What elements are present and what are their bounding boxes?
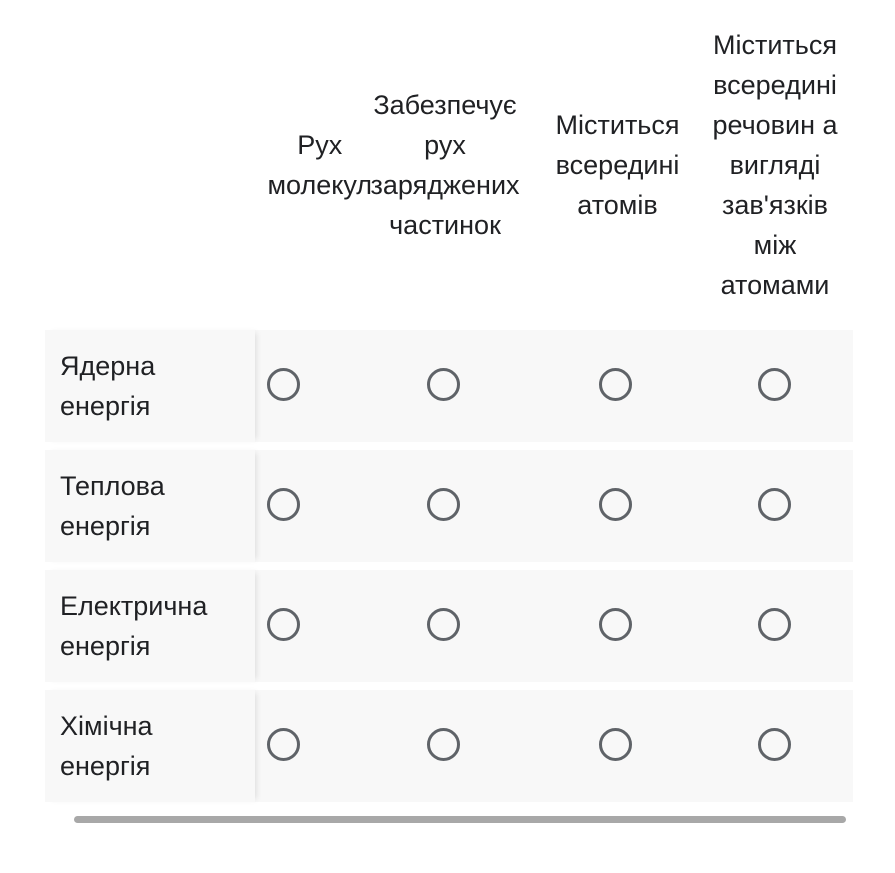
row-label: Хімічна енергія	[45, 690, 255, 802]
grid-row-3	[45, 570, 853, 682]
grid-row-1	[45, 330, 853, 442]
row-label: Електрична енергія	[45, 570, 255, 682]
radio-unchecked-icon[interactable]	[267, 368, 300, 401]
grid-row-4	[45, 690, 853, 802]
column-header-label: Міститься всередині речовин а вигляді зав'язків між атомами	[712, 30, 838, 300]
column-header-label: Рух молекул	[267, 130, 372, 200]
radio-unchecked-icon[interactable]	[599, 488, 632, 521]
column-header-label: Міститься всередині атомів	[555, 110, 680, 220]
radio-unchecked-icon[interactable]	[758, 488, 791, 521]
radio-unchecked-icon[interactable]	[758, 368, 791, 401]
column-header-label: Забезпечує рух заряджених частинок	[370, 90, 520, 240]
row-label: Ядерна енергія	[45, 330, 255, 442]
radio-unchecked-icon[interactable]	[427, 728, 460, 761]
radio-unchecked-icon[interactable]	[599, 608, 632, 641]
radio-unchecked-icon[interactable]	[267, 608, 300, 641]
column-header-1	[240, 0, 372, 330]
radio-unchecked-icon[interactable]	[758, 728, 791, 761]
radio-unchecked-icon[interactable]	[599, 368, 632, 401]
radio-unchecked-icon[interactable]	[267, 488, 300, 521]
column-header-3	[540, 0, 695, 330]
grid-row-2	[45, 450, 853, 562]
radio-unchecked-icon[interactable]	[599, 728, 632, 761]
column-header-2	[355, 0, 535, 330]
radio-unchecked-icon[interactable]	[267, 728, 300, 761]
row-label: Теплова енергія	[45, 450, 255, 562]
radio-unchecked-icon[interactable]	[427, 488, 460, 521]
horizontal-scrollbar[interactable]	[74, 816, 846, 823]
column-header-4	[695, 0, 855, 330]
radio-unchecked-icon[interactable]	[427, 368, 460, 401]
radio-unchecked-icon[interactable]	[427, 608, 460, 641]
radio-unchecked-icon[interactable]	[758, 608, 791, 641]
